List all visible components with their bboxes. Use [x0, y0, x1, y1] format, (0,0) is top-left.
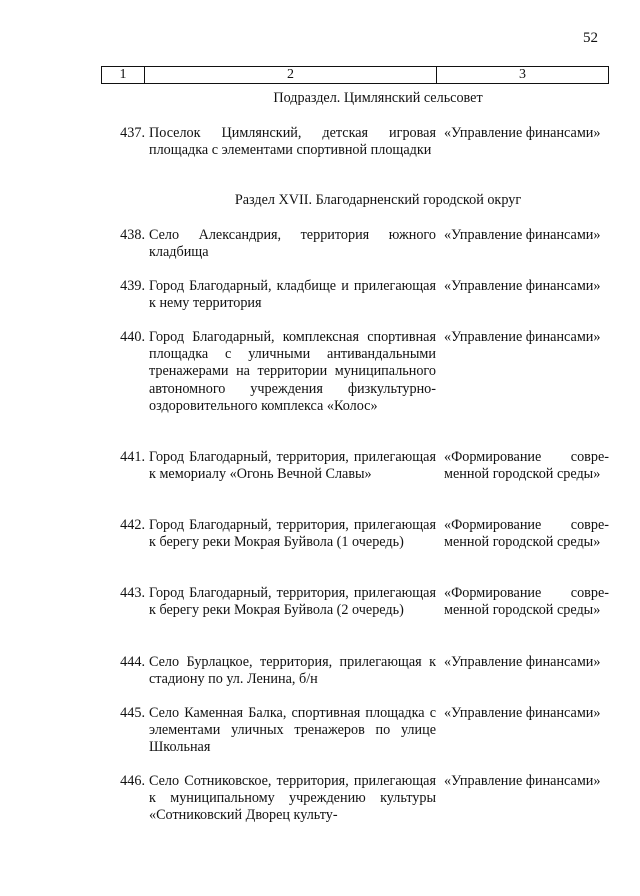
entry-number: 441. — [120, 449, 145, 465]
entry-name: Село Бурлацкое, территория, прилегающая к стадиону по ул. Ленина, б/н — [149, 654, 436, 688]
column-header-row — [101, 66, 609, 84]
subsection-title: Подраздел. Цимлянский сельсовет — [273, 90, 483, 106]
section-title: Раздел XVII. Благодарненский городской округ — [234, 192, 522, 208]
entry-name: Село Сотниковское, территория, прилегающая к муниципальному учреждению культуры «Сотниковский Дворец культу- — [149, 773, 436, 824]
entry-number: 443. — [120, 585, 145, 601]
entry-number: 439. — [120, 278, 145, 294]
entry-number: 437. — [120, 125, 145, 141]
entry-name: Село Александрия, территория южного кладбища — [149, 227, 436, 261]
column-header-3: 3 — [519, 67, 526, 82]
entry-name: Город Благодарный, территория, прилегающая к мемориалу «Огонь Вечной Славы» — [149, 449, 436, 483]
entry-name: Город Благодарный, территория, прилегающая к берегу реки Мокрая Буйвола (2 очередь) — [149, 585, 436, 619]
column-header-1: 1 — [102, 67, 145, 83]
entry-number: 446. — [120, 773, 145, 789]
entry-name: Город Благодарный, территория, прилегающая к берегу реки Мокрая Буйвола (1 очередь) — [149, 517, 436, 551]
entry-program: «Управление финансами» — [444, 227, 601, 243]
entry-program: «Управление финансами» — [444, 329, 601, 345]
entry-program: «Управление финансами» — [444, 125, 601, 141]
entry-name: Город Благодарный, кладбище и прилегающая к нему территория — [149, 278, 436, 312]
entry-name: Поселок Цимлянский, детская игровая площадка с элементами спортивной площадки — [149, 125, 436, 159]
entry-number: 438. — [120, 227, 145, 243]
entry-name: Город Благодарный, комплексная спортивная площадка с уличными антивандальными тренажерами на территории муниципального автономного учреждения физкультурно-оздоровительного комплекса «Колос» — [149, 329, 436, 414]
entry-program: «Формирование современной городской среды» — [444, 449, 609, 483]
entry-name: Село Каменная Балка, спортивная площадка с элементами уличных тренажеров по улице Школьная — [149, 705, 436, 756]
column-header-2: 2 — [145, 67, 437, 83]
entry-program: «Управление финансами» — [444, 654, 601, 670]
entry-program: «Управление финансами» — [444, 705, 601, 721]
entry-program: «Формирование современной городской среды» — [444, 517, 609, 551]
entry-program: «Формирование современной городской среды» — [444, 585, 609, 619]
entry-number: 442. — [120, 517, 145, 533]
entry-number: 444. — [120, 654, 145, 670]
entry-number: 445. — [120, 705, 145, 721]
entry-program: «Управление финансами» — [444, 278, 601, 294]
entry-program: «Управление финансами» — [444, 773, 601, 789]
entry-number: 440. — [120, 329, 145, 345]
page-number: 52 — [583, 30, 598, 46]
